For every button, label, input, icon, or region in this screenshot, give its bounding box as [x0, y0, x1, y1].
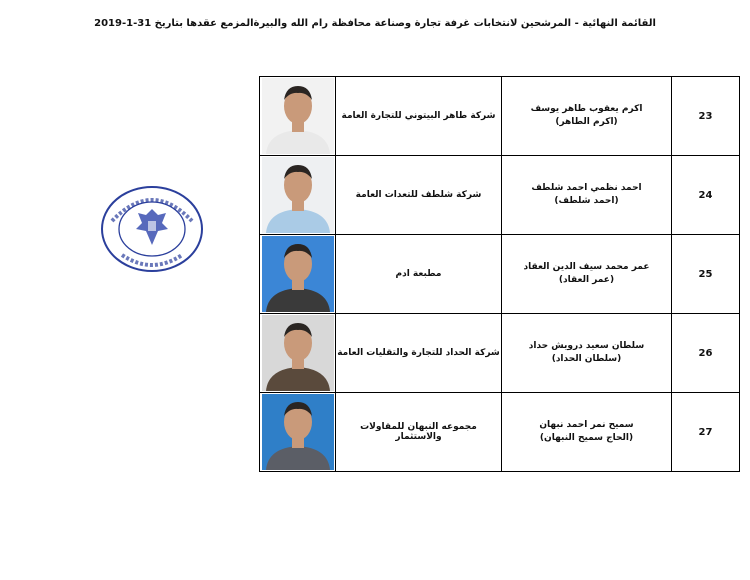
- candidate-name: سلطان سعيد درويش حداد: [528, 341, 645, 351]
- company-cell: مجموعه النبهان للمقاولات والاستثمار: [336, 393, 502, 472]
- candidate-number: 24: [672, 156, 740, 235]
- table-row: [260, 235, 740, 314]
- candidate-photo: [260, 314, 336, 393]
- candidate-photo: [260, 393, 336, 472]
- candidate-name-cell: [502, 77, 672, 156]
- candidate-name-cell: [502, 314, 672, 393]
- table-row: [260, 314, 740, 393]
- candidate-name-cell: [502, 235, 672, 314]
- candidate-photo: [260, 235, 336, 314]
- candidate-number: 27: [672, 393, 740, 472]
- candidate-photo: [260, 77, 336, 156]
- candidate-photo: [260, 156, 336, 235]
- candidate-number: 25: [672, 235, 740, 314]
- company-cell: شركة الحداد للتجارة والتقليات العامة: [336, 314, 502, 393]
- table-row: [260, 77, 740, 156]
- committee-stamp: [100, 185, 204, 273]
- candidate-alias: (احمد شلطف): [554, 196, 619, 206]
- eagle-emblem-icon: [100, 185, 204, 273]
- candidate-name-cell: [502, 156, 672, 235]
- company-cell: مطبعة ادم: [336, 235, 502, 314]
- candidate-name: احمد نظمي احمد شلطف: [531, 183, 642, 193]
- candidate-alias: (سلطان الحداد): [551, 354, 622, 364]
- company-cell: شركة طاهر البيتوني للتجارة العامة: [336, 77, 502, 156]
- table-row: [260, 156, 740, 235]
- candidate-name: سميح نمر احمد نبهان: [539, 420, 634, 430]
- company-cell: شركة شلطف للتعدات العامة: [336, 156, 502, 235]
- candidate-number: 26: [672, 314, 740, 393]
- candidate-name-cell: [502, 393, 672, 472]
- candidate-name: عمر محمد سيف الدين العقاد: [523, 262, 650, 272]
- candidate-number: 23: [672, 77, 740, 156]
- candidate-alias: (الحاج سميح النبهان): [539, 433, 634, 443]
- candidates-table: [259, 76, 740, 472]
- candidate-alias: (اكرم الطاهر): [555, 117, 618, 127]
- table-row: [260, 393, 740, 472]
- candidate-alias: (عمر العقاد): [558, 275, 615, 285]
- candidate-name: اكرم يعقوب طاهر يوسف: [530, 104, 643, 114]
- page-title: القائمة النهائية - المرشحين لانتخابات غرفة تجارة وصناعة محافظة رام الله والبيرةالمزمع عقدها بتاريخ 31-1-2019: [94, 18, 656, 29]
